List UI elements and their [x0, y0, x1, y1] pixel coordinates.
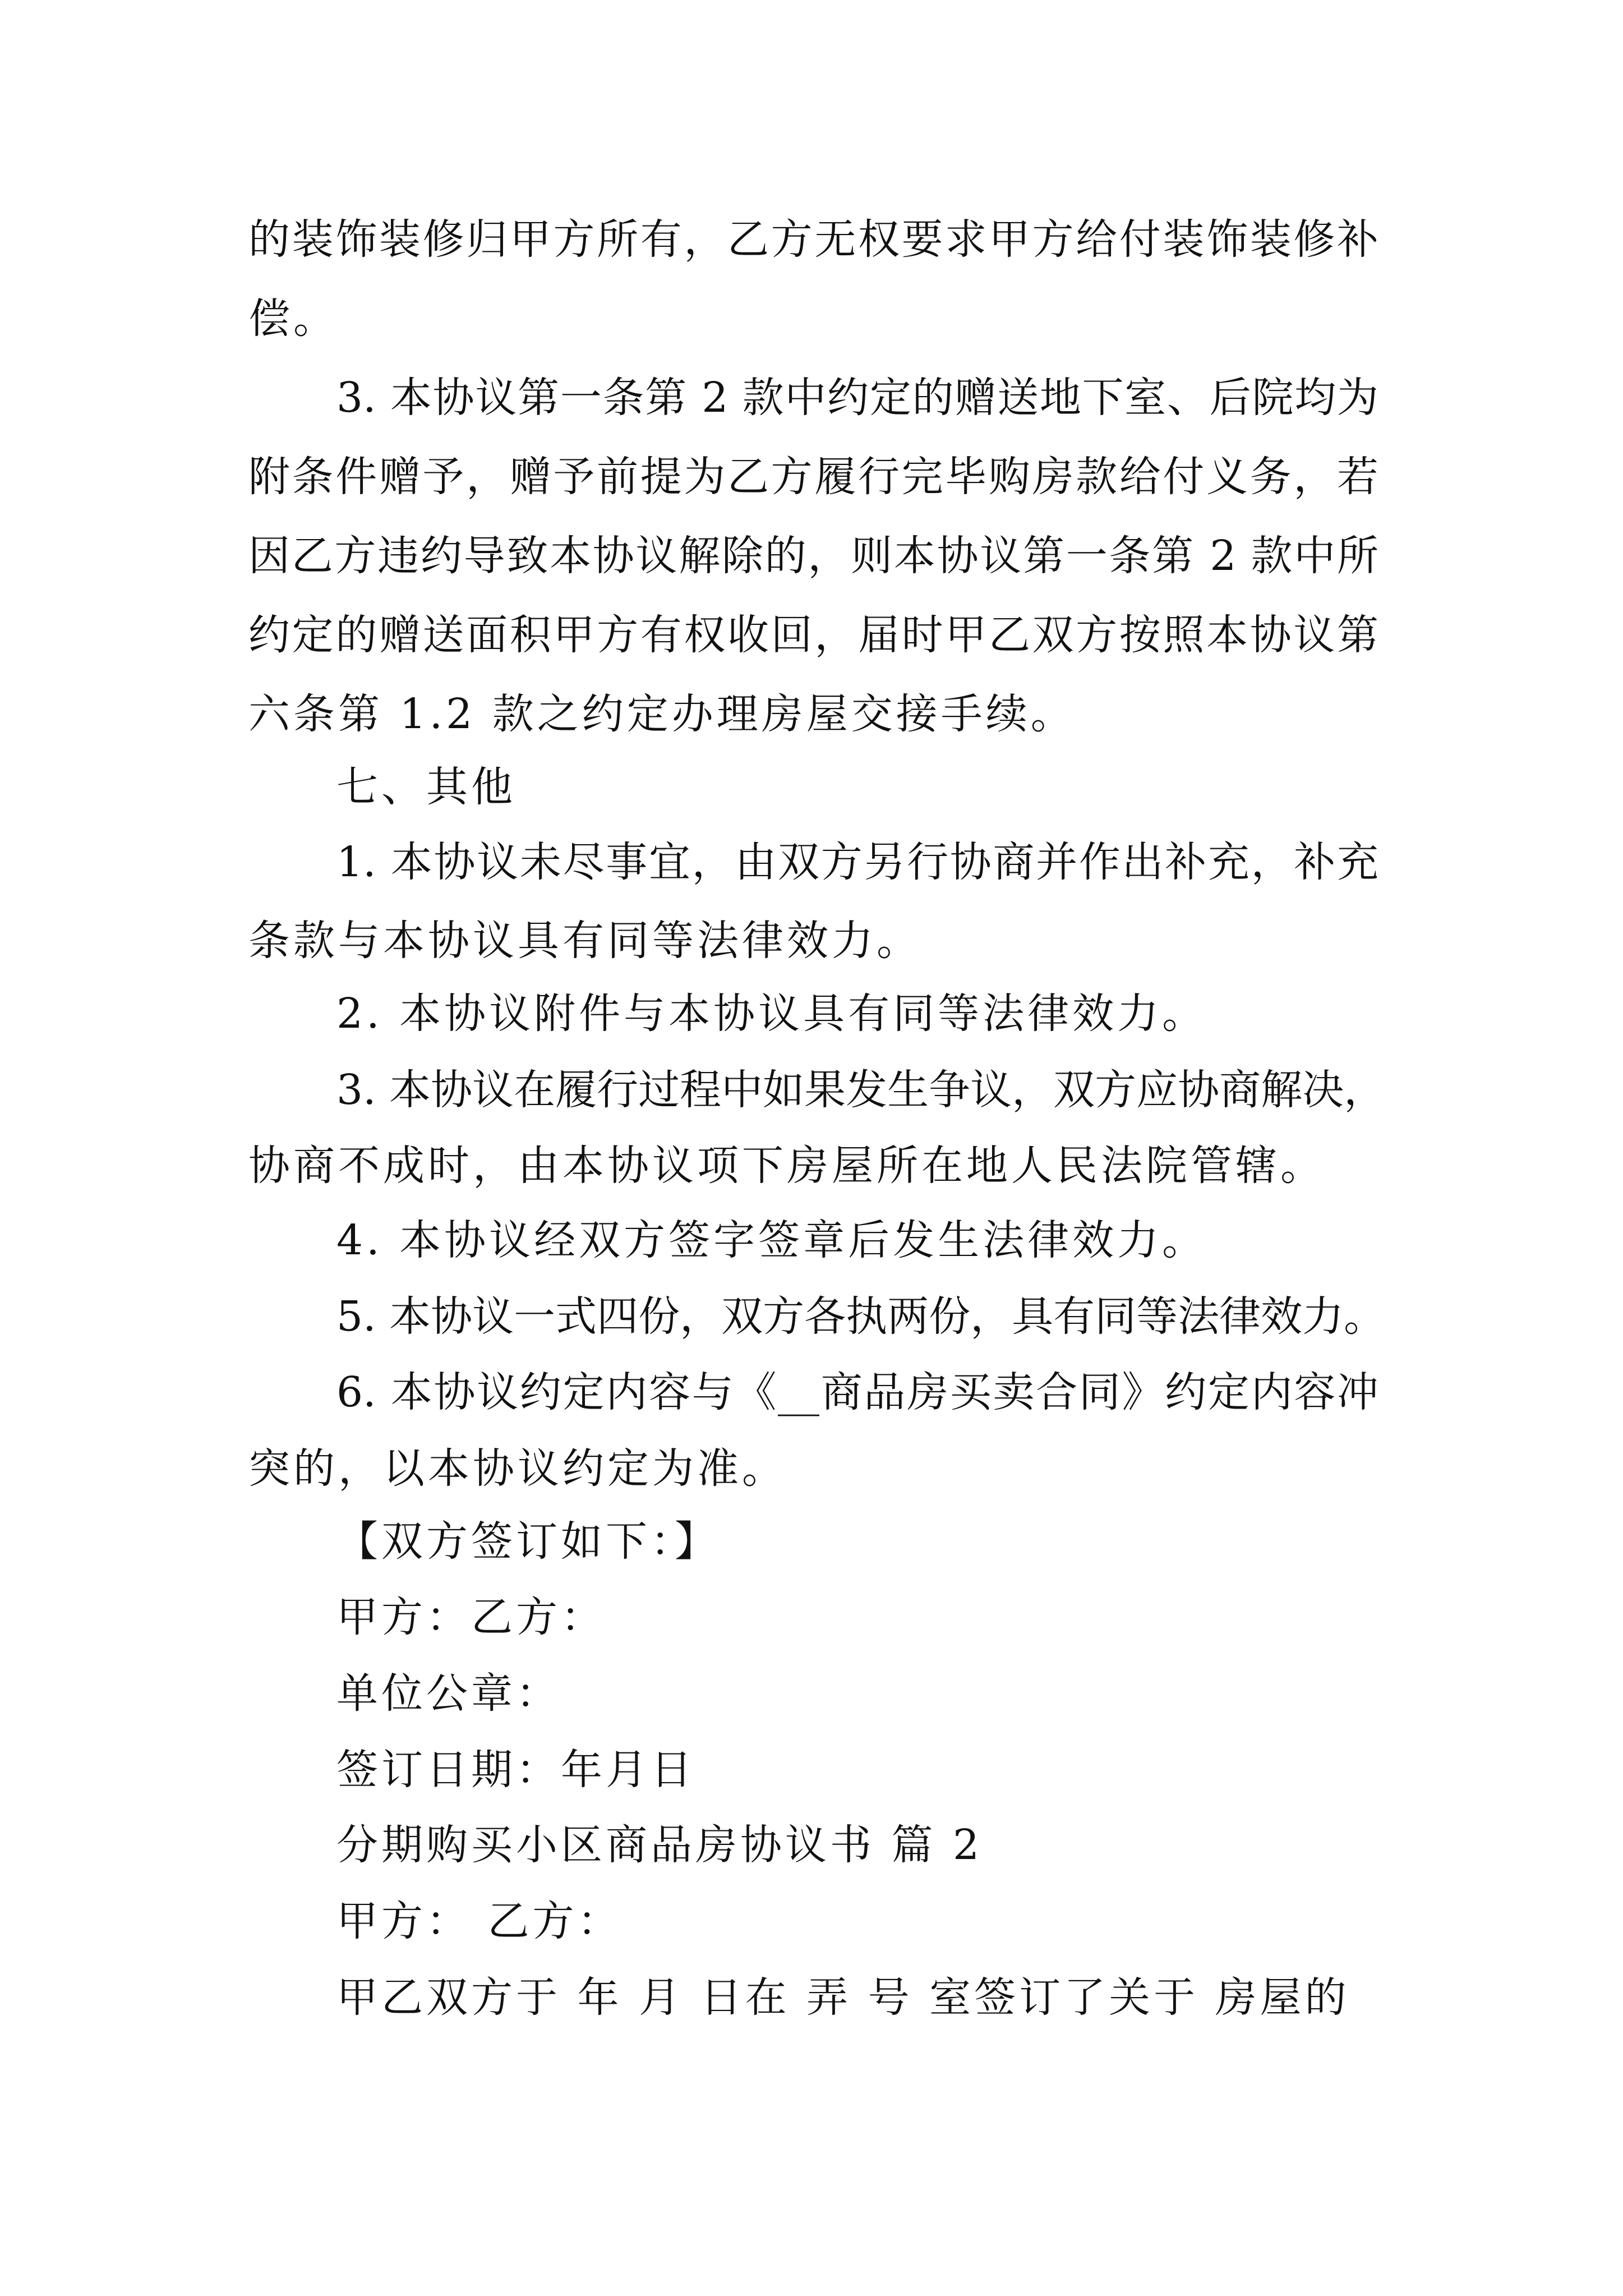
document-title: 分期购买小区商品房协议书 篇 2 [336, 1821, 983, 1869]
body-text-line: 约定的赠送面积甲方有权收回，届时甲乙双方按照本协议第 [248, 611, 1378, 659]
body-text-line: 6. 本协议约定内容与《__商品房买卖合同》约定内容冲 [336, 1368, 1378, 1416]
body-text-line: 1. 本协议未尽事宜，由双方另行协商并作出补充，补充 [336, 838, 1378, 886]
body-text-line: 4. 本协议经双方签字签章后发生法律效力。 [336, 1216, 1207, 1264]
body-text-line: 六条第 1.2 款之约定办理房屋交接手续。 [248, 690, 1076, 738]
body-text-line: 因乙方违约导致本协议解除的，则本协议第一条第 2 款中所 [248, 532, 1378, 580]
signing-heading: 【双方签订如下：】 [336, 1517, 720, 1566]
section-heading: 七、其他 [336, 763, 516, 811]
body-text-line: 条款与本协议具有同等法律效力。 [248, 917, 921, 965]
body-text-line: 的装饰装修归甲方所有，乙方无权要求甲方给付装饰装修补 [248, 215, 1378, 264]
party-labels: 甲方：乙方： [336, 1593, 606, 1641]
party-labels: 甲方： 乙方： [336, 1897, 623, 1945]
signing-date-label: 签订日期：年月日 [336, 1746, 695, 1794]
body-text-line: 协商不成时，由本协议项下房屋所在地人民法院管辖。 [248, 1142, 1325, 1190]
body-text-line: 3. 本协议第一条第 2 款中约定的赠送地下室、后院均为 [336, 374, 1378, 422]
body-text-line: 2. 本协议附件与本协议具有同等法律效力。 [336, 990, 1207, 1038]
company-seal-label: 单位公章： [336, 1669, 561, 1718]
body-text-line: 偿。 [248, 295, 338, 343]
body-text-line: 3. 本协议在履行过程中如果发生争议，双方应协商解决， [336, 1066, 1386, 1114]
body-text-line: 甲乙双方于 年 月 日在 弄 号 室签订了关于 房屋的 [336, 1973, 1350, 2022]
body-text-line: 附条件赠予，赠予前提为乙方履行完毕购房款给付义务，若 [248, 453, 1378, 501]
body-text-line: 5. 本协议一式四份，双方各执两份，具有同等法律效力。 [336, 1292, 1386, 1341]
body-text-line: 突的，以本协议约定为准。 [248, 1444, 787, 1493]
